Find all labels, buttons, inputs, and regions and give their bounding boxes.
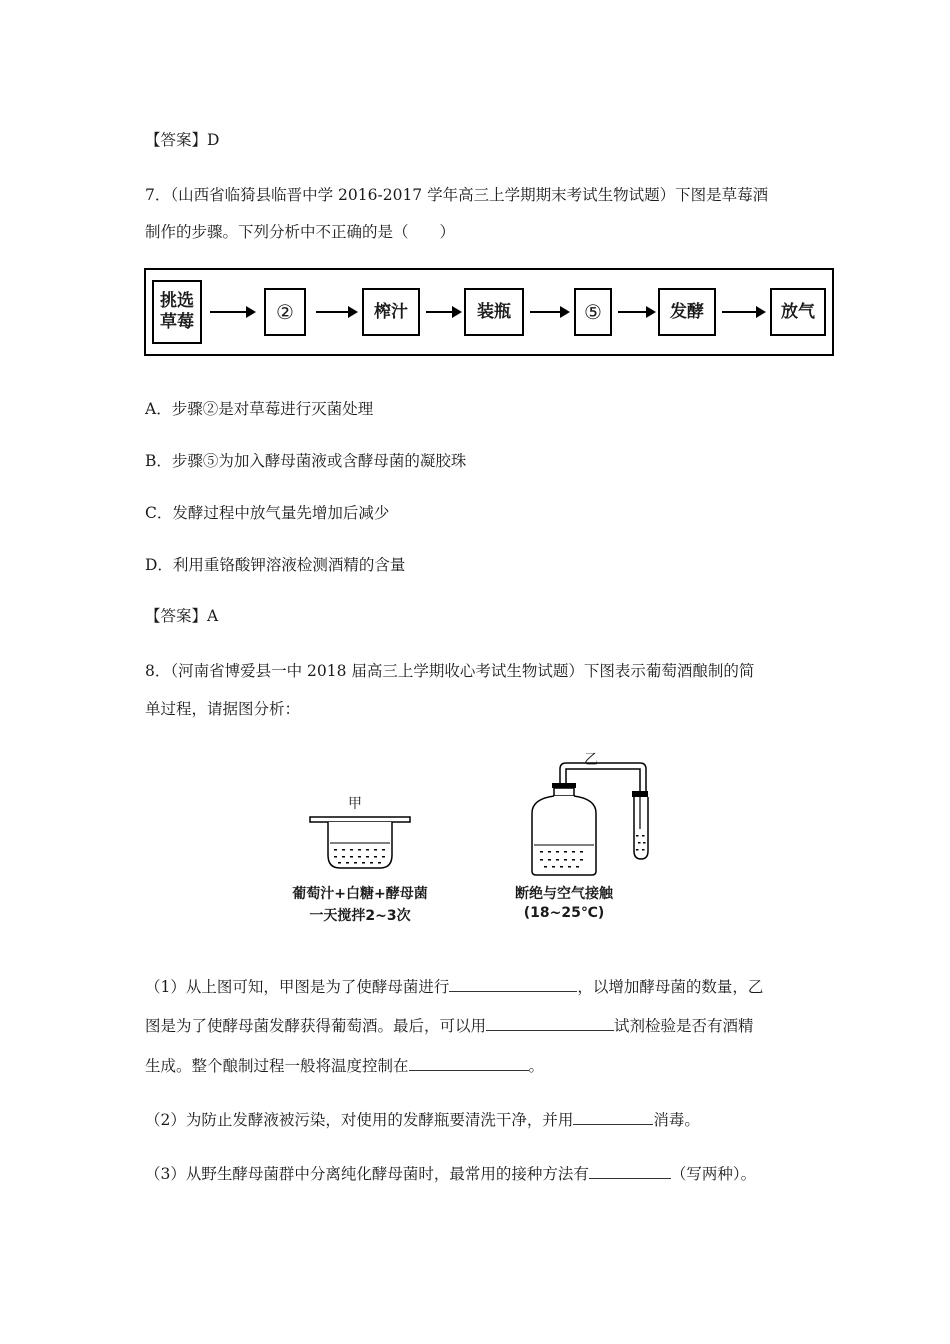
flow-step-7: 放气: [770, 288, 826, 336]
q7-option-c: C．发酵过程中放气量先增加后减少: [145, 504, 390, 522]
flow-step-3: 榨汁: [362, 288, 420, 336]
answer-blank[interactable]: [573, 1110, 653, 1125]
q7-option-b: B．步骤⑤为加入酵母菌液或含酵母菌的凝胶珠: [145, 452, 467, 470]
q8-stem-line2: 单过程，请据图分析：: [145, 700, 301, 718]
label-yi: 乙: [584, 752, 598, 768]
q8-part1-text: 生成。整个酿制过程一般将温度控制在: [145, 1057, 409, 1075]
flow-step-5: ⑤: [574, 288, 612, 336]
wine-making-apparatus-figure: [270, 752, 700, 935]
q7-stem-line1: 7．（山西省临猗县临晋中学 2016-2017 学年高三上学期期末考试生物试题）下图是草莓酒: [145, 186, 769, 204]
q7-answer: 【答案】A: [145, 607, 219, 625]
q7-stem-line2: 制作的步骤。下列分析中不正确的是（ ）: [145, 223, 456, 241]
q7-option-a: A．步骤②是对草莓进行灭菌处理: [145, 400, 374, 418]
flow-arrow: [530, 311, 568, 313]
previous-answer: 【答案】D: [145, 131, 220, 149]
strawberry-wine-flow-diagram: [144, 268, 834, 356]
flow-step-4: 装瓶: [464, 288, 524, 336]
q8-part1-line3: [145, 1054, 544, 1076]
q8-part3: [145, 1162, 756, 1184]
q8-part1-text: 图是为了使酵母菌发酵获得葡萄酒。最后，可以用: [145, 1017, 487, 1035]
q8-part3-text: （写两种）。: [670, 1165, 757, 1183]
q8-part1-line1: [145, 975, 763, 997]
q8-part1-line2: [145, 1014, 754, 1036]
q8-part3-text: （3）从野生酵母菌群中分离纯化酵母菌时，最常用的接种方法有: [145, 1165, 589, 1183]
caption-jia-line1: 葡萄汁+白糖+酵母菌: [292, 886, 428, 902]
flow-arrow: [618, 311, 654, 313]
q8-part1-text: ，以增加酵母菌的数量，乙: [577, 978, 764, 996]
answer-blank[interactable]: [486, 1016, 614, 1031]
answer-blank[interactable]: [449, 977, 577, 992]
q8-part1-text: 。: [528, 1057, 545, 1075]
caption-yi-line1: 断绝与空气接触: [515, 886, 613, 902]
q8-part2-text: （2）为防止发酵液被污染，对使用的发酵瓶要清洗干净，并用: [145, 1111, 574, 1129]
caption-jia-line2: 一天搅拌2~3次: [309, 908, 411, 924]
flow-arrow: [316, 311, 356, 313]
flow-arrow: [426, 311, 460, 313]
answer-blank[interactable]: [409, 1056, 529, 1071]
q8-part2: [145, 1108, 700, 1130]
caption-yi-line2: (18~25℃): [523, 905, 605, 921]
answer-blank[interactable]: [589, 1164, 671, 1179]
flow-arrow: [722, 311, 764, 313]
q8-stem-line1: 8．（河南省博爱县一中 2018 届高三上学期收心考试生物试题）下图表示葡萄酒酿制的简: [145, 662, 755, 680]
q8-part2-text: 消毒。: [653, 1111, 700, 1129]
flow-step-2: ②: [264, 288, 306, 336]
label-jia: 甲: [348, 796, 362, 812]
flow-step-6: 发酵: [658, 288, 716, 336]
flow-step-1: 挑选 草莓: [152, 280, 202, 344]
q8-part1-text: 试剂检验是否有酒精: [614, 1017, 754, 1035]
flow-arrow: [210, 311, 254, 313]
q8-part1-text: （1）从上图可知，甲图是为了使酵母菌进行: [145, 978, 450, 996]
q7-option-d: D．利用重铬酸钾溶液检测酒精的含量: [145, 556, 406, 574]
